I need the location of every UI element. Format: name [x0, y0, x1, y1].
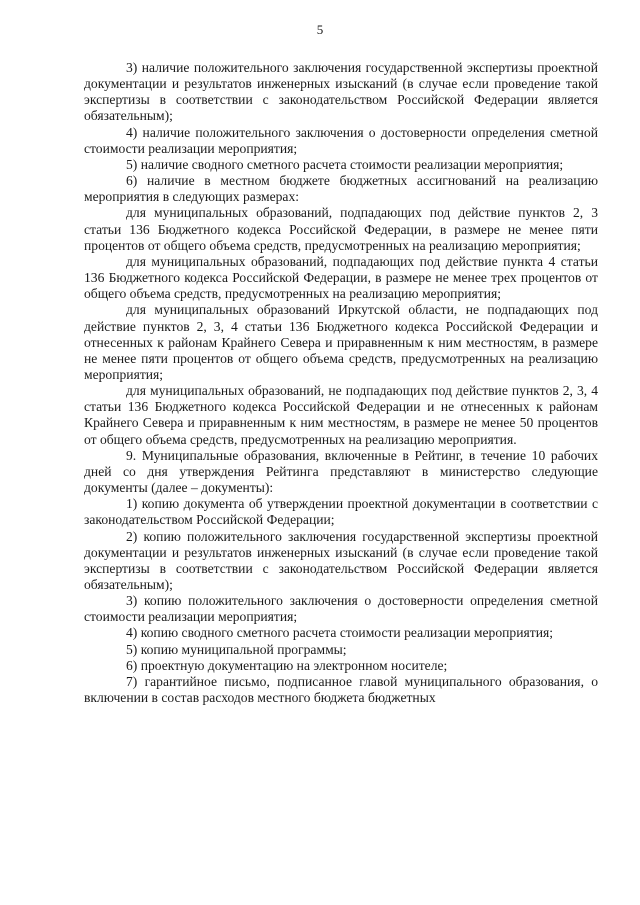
paragraph-doc-item-4: 4) копию сводного сметного расчета стоимости реализации мероприятия; — [126, 625, 553, 641]
paragraph-doc-item-7: 7) гарантийное письмо, подписанное главой муниципального образования, о включении в состав расходов местного бюджета бюджетных — [84, 673, 598, 706]
paragraph-doc-item-6: 6) проектную документацию на электронном носителе; — [126, 657, 448, 673]
paragraph-item-4: 4) наличие положительного заключения о достоверности определения сметной стоимости реализации мероприятия; — [84, 124, 598, 156]
page-number: 5 — [316, 22, 324, 37]
paragraph-item-6: 6) наличие в местном бюджете бюджетных ассигнований на реализацию мероприятия в следующих размерах: — [84, 173, 598, 205]
paragraph-item-5: 5) наличие сводного сметного расчета стоимости реализации мероприятия; — [126, 156, 564, 172]
paragraph-section-9: 9. Муниципальные образования, включенные в Рейтинг, в течение 10 рабочих дней со дня утверждения Рейтинга представляют в министерство следующие документы (далее – документы): — [84, 447, 598, 496]
paragraph-budget-rule-4: для муниципальных образований, не подпадающих под действие пунктов 2, 3, 4 статьи 136 Бюджетного кодекса Российской Федерации и не отнесенных к районам Крайнего Севера и приравненным к ним местностям, в размере не менее 50 процентов от общего объема средств, предусмотренных на реализацию мероприятия. — [84, 383, 598, 447]
paragraph-budget-rule-3: для муниципальных образований Иркутской области, не подпадающих под действие пунктов 2, 3, 4 статьи 136 Бюджетного кодекса Российской Федерации и отнесенных к районам Крайнего Севера и приравненным к ним местностям, в размере не менее пяти процентов от общего объема средств, предусмотренных на реализацию мероприятия; — [84, 302, 598, 382]
paragraph-budget-rule-1: для муниципальных образований, подпадающих под действие пунктов 2, 3 статьи 136 Бюджетного кодекса Российской Федерации, в размере не менее пяти процентов от общего объема средств, предусмотренных на реализацию мероприятия; — [84, 205, 598, 253]
document-body — [84, 60, 598, 706]
paragraph-budget-rule-2: для муниципальных образований, подпадающих под действие пункта 4 статьи 136 Бюджетного кодекса Российской Федерации, в размере не менее трех процентов от общего объема средств, предусмотренных на реализацию мероприятия; — [84, 253, 598, 302]
paragraph-doc-item-1: 1) копию документа об утверждении проектной документации в соответствии с законодательством Российской Федерации; — [84, 496, 598, 528]
paragraph-item-3: 3) наличие положительного заключения государственной экспертизы проектной документации и результатов инженерных изысканий (в случае если проведение такой экспертизы в соответствии с законодательством Российской Федерации является обязательным); — [84, 60, 598, 124]
paragraph-doc-item-3: 3) копию положительного заключения о достоверности определения сметной стоимости реализации мероприятия; — [84, 593, 598, 625]
paragraph-doc-item-2: 2) копию положительного заключения государственной экспертизы проектной документации и результатов инженерных изысканий (в случае если проведение такой экспертизы в соответствии с законодательством Российской Федерации является обязательным); — [84, 528, 598, 592]
paragraph-doc-item-5: 5) копию муниципальной программы; — [126, 641, 347, 657]
